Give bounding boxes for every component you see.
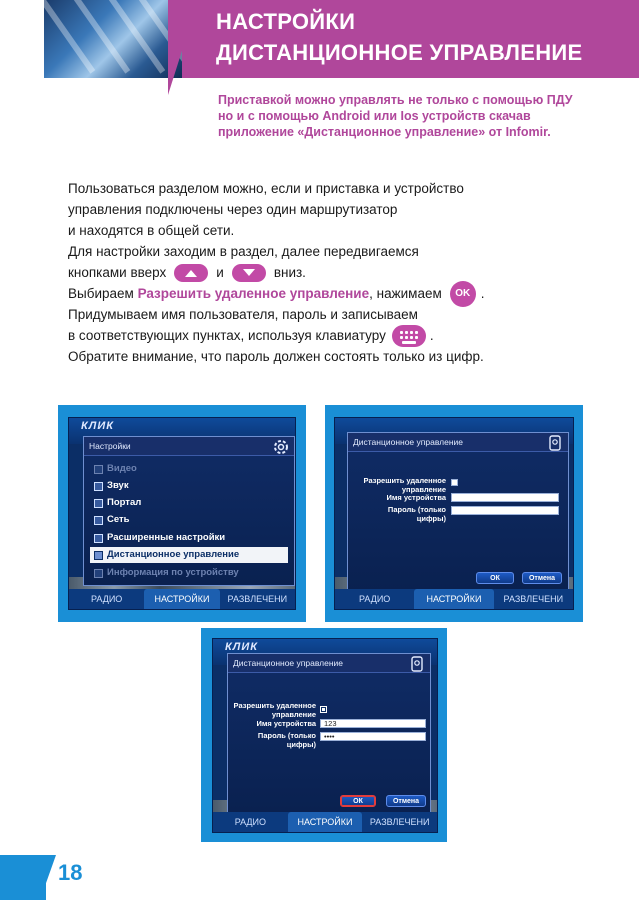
tab-settings[interactable]: НАСТРОЙКИ [414,589,493,609]
ok-button-icon: OK [450,281,476,307]
tab-entertainment[interactable]: РАЗВЛЕЧЕНИ [369,817,430,827]
menu-item-portal[interactable] [90,495,288,511]
allow-remote-label [350,477,446,494]
allow-remote-checkbox[interactable] [451,479,458,486]
device-name-input[interactable] [451,493,559,502]
body-line [68,325,588,346]
menu-label: Звук [107,480,129,491]
up-button-icon [174,264,208,282]
dialog-title: Дистанционное управление [228,654,430,673]
menu-label: Расширенные настройки [107,532,226,543]
label-text: управление [271,709,316,719]
highlight-text: Разрешить удаленное управление [137,286,370,301]
password-label [350,506,446,523]
video-icon [94,465,103,474]
menu-label: Портал [107,497,142,508]
body-text: , нажимаем [369,286,442,301]
brand-logo: КЛИК [81,420,114,432]
dialog-title: Дистанционное управление [348,433,568,452]
tab-radio[interactable]: РАДИО [234,817,266,827]
menu-label: Дистанционное управление [107,549,240,560]
tab-radio[interactable]: РАДИО [91,594,123,604]
tv-screen [334,417,574,610]
remote-control-dialog [227,653,431,813]
screenshot-settings-menu [58,405,306,622]
bottom-tabs [213,812,437,832]
bottom-tabs [69,589,295,609]
page-number: 18 [58,860,83,885]
intro-line: приложение «Дистанционное управление» от Infomir. [218,125,551,139]
down-button-icon [232,264,266,282]
remote-icon [546,434,564,452]
body-text: и [216,265,224,280]
tab-entertainment[interactable]: РАЗВЛЕЧЕНИ [227,594,288,604]
remote-icon [94,551,103,560]
label-text: цифры) [286,739,316,749]
menu-label: Сеть [107,514,130,525]
portal-icon [94,499,103,508]
remote-icon [408,655,426,673]
menu-label: Информация по устройству [107,567,239,578]
ok-button[interactable]: ОК [340,795,376,807]
screenshot-remote-empty [325,405,583,622]
dialog-title: Настройки [84,437,294,456]
intro-line: Приставкой можно управлять не только с помощью ПДУ [218,93,573,107]
label-text: Разрешить удаленное [233,701,316,710]
menu-item-sound[interactable] [90,478,288,494]
allow-remote-checkbox[interactable] [320,706,327,713]
allow-remote-label [230,702,316,719]
body-text: кнопками вверх [68,265,167,280]
password-input[interactable] [451,506,559,515]
settings-gear-icon [272,438,290,456]
label-text: Разрешить удаленное [363,476,446,485]
network-icon [94,516,103,525]
menu-item-network[interactable] [90,512,288,528]
info-icon [94,569,103,578]
bottom-tabs [335,589,573,609]
password-input[interactable]: •••• [320,732,426,741]
instructions [68,178,588,367]
tab-settings[interactable]: НАСТРОЙКИ [288,812,363,832]
body-line [68,262,588,283]
brand-logo: КЛИК [225,641,258,653]
label-text: Пароль (только [257,731,316,740]
title-line-2: ДИСТАНЦИОННОЕ УПРАВЛЕНИЕ [216,40,583,65]
settings-dialog [83,436,295,586]
cancel-button[interactable]: Отмена [522,572,562,584]
menu-item-remote-control[interactable] [90,547,288,563]
label-text: управление [401,484,446,494]
intro-text [218,92,618,140]
password-label [230,732,316,749]
device-name-input[interactable]: 123 [320,719,426,728]
body-text: . [429,328,434,343]
tab-settings[interactable]: НАСТРОЙКИ [144,589,219,609]
header-photo [44,0,184,78]
menu-item-video[interactable] [90,461,288,477]
remote-control-dialog [347,432,569,592]
menu-label: Видео [107,463,137,474]
body-line [68,283,588,304]
tab-entertainment[interactable]: РАЗВЛЕЧЕНИ [503,594,564,604]
body-line: Для настройки заходим в раздел, далее передвигаемся [68,244,419,259]
tv-screen [68,417,296,610]
screenshot-remote-filled [201,628,447,842]
body-line: Придумываем имя пользователя, пароль и записываем [68,307,418,322]
body-line: Обратите внимание, что пароль должен состоять только из цифр. [68,349,484,364]
device-name-label: Имя устройства [256,719,316,728]
sound-icon [94,482,103,491]
menu-item-device-info[interactable] [90,565,288,581]
body-line: управления подключены через один маршрутизатор [68,202,398,217]
cancel-button[interactable]: Отмена [386,795,426,807]
page-number-band-edge [40,855,56,900]
device-name-label: Имя устройства [386,493,446,502]
body-line: и находятся в общей сети. [68,223,235,238]
menu-item-advanced[interactable] [90,530,288,546]
page-title [216,6,582,68]
body-text: Выбираем [68,286,134,301]
ok-button[interactable]: ОК [476,572,514,584]
title-line-1: НАСТРОЙКИ [216,9,356,34]
keyboard-icon [392,325,426,347]
tab-radio[interactable]: РАДИО [359,594,391,604]
body-line: Пользоваться разделом можно, если и приставка и устройство [68,181,464,196]
body-text: вниз. [273,265,306,280]
tv-screen [212,638,438,833]
label-text: Пароль (только [387,505,446,514]
body-text: . [480,286,485,301]
intro-line: но и с помощью Android или Ios устройств скачав [218,109,531,123]
advanced-icon [94,534,103,543]
label-text: цифры) [416,513,446,523]
body-text: в соответствующих пунктах, используя клавиатуру [68,328,386,343]
